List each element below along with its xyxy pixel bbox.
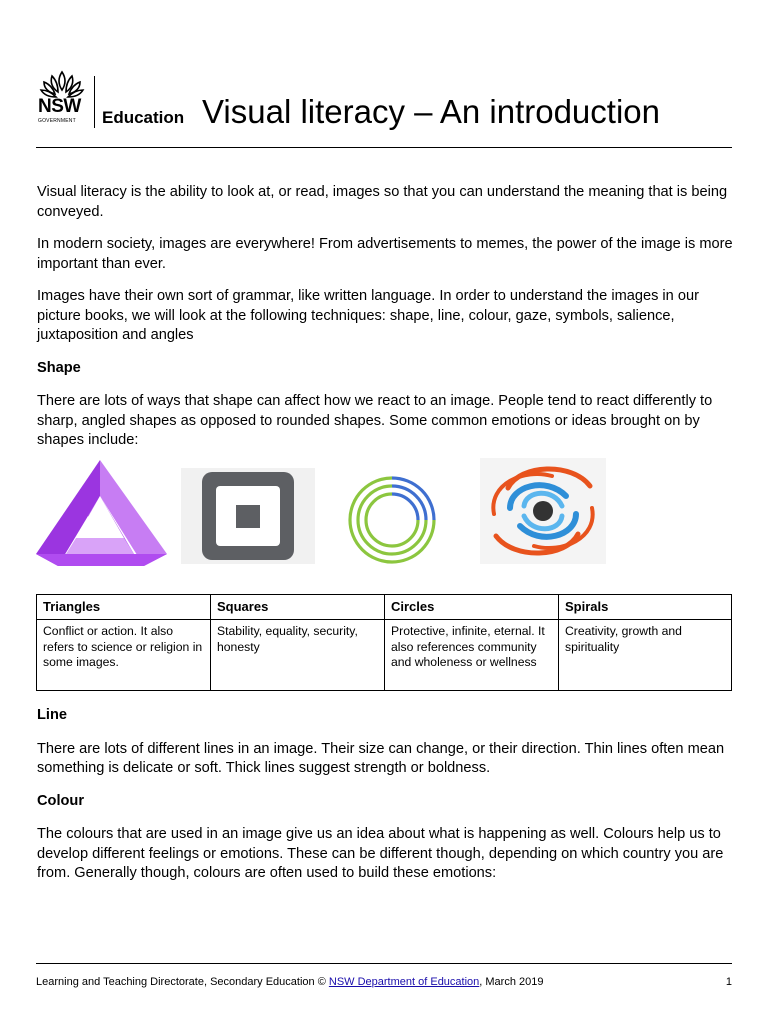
table-header-cell: Squares [211,595,385,620]
shape-images-row [36,458,732,568]
intro-paragraph-2: In modern society, images are everywhere! From advertisements to memes, the power of the image is more important than ever. [37,236,733,272]
line-paragraph: There are lots of different lines in an image. Their size can change, or their direction. Thin lines often mean something is delicate or soft. Thick lines suggest strength or boldness. [37,740,725,776]
table-header-row [37,595,732,620]
footer-prefix: Learning and Teaching Directorate, Secondary Education © [36,976,329,988]
page-number: 1 [725,976,732,988]
table-cell: Creativity, growth and spirituality [559,620,732,691]
logo-government-text: GOVERNMENT [38,118,76,124]
table-header-cell: Circles [385,595,559,620]
table-row [37,620,732,691]
intro-paragraph-3: Images have their own sort of grammar, like written language. In order to understand the images in our picture books, we will look at the following techniques: shape, line, colour, gaze, symbols, salience, juxtaposition and angles [37,288,699,343]
intro-paragraph-1: Visual literacy is the ability to look at, or read, images so that you can understand the meaning that is being conveyed. [37,184,728,220]
footer-suffix: , March 2019 [479,976,544,988]
line-heading: Line [37,707,67,723]
header-divider [36,147,732,148]
table-cell: Protective, infinite, eternal. It also references community and wholeness or wellness [385,620,559,691]
document-body-continued [37,706,733,897]
logo-divider [94,76,95,128]
page-title: Visual literacy – An introduction [202,93,660,130]
circle-image [338,472,446,568]
shape-paragraph: There are lots of ways that shape can affect how we react to an image. People tend to react differently to sharp, angled shapes as opposed to rounded shapes. Some common emotions or ideas brought on by shapes include: [37,393,713,448]
spiral-image [480,458,606,564]
department-link[interactable]: NSW Department of Education [328,976,480,988]
logo-education-text: Education [102,108,185,127]
table-cell: Conflict or action. It also refers to science or religion in some images. [37,620,211,691]
document-body [37,183,733,464]
table-header-cell: Spirals [559,595,732,620]
shape-heading: Shape [37,359,81,376]
colour-paragraph: The colours that are used in an image give us an idea about what is happening as well. Colours help us to develop different feelings or emotions. These can be different though, depending on which country you are from. Generally though, colours are often used to build these emotions: [37,826,724,881]
nsw-government-logo [36,70,96,130]
table-cell: Stability, equality, security, honesty [211,620,385,691]
table-header-cell: Triangles [37,595,211,620]
colour-heading: Colour [37,792,85,809]
logo-nsw-text: NSW [38,96,81,117]
document-footer [36,975,732,989]
triangle-image [36,460,167,566]
footer-divider [36,963,732,964]
square-image [181,468,315,564]
document-header [36,70,732,132]
shape-meanings-table [36,594,732,691]
